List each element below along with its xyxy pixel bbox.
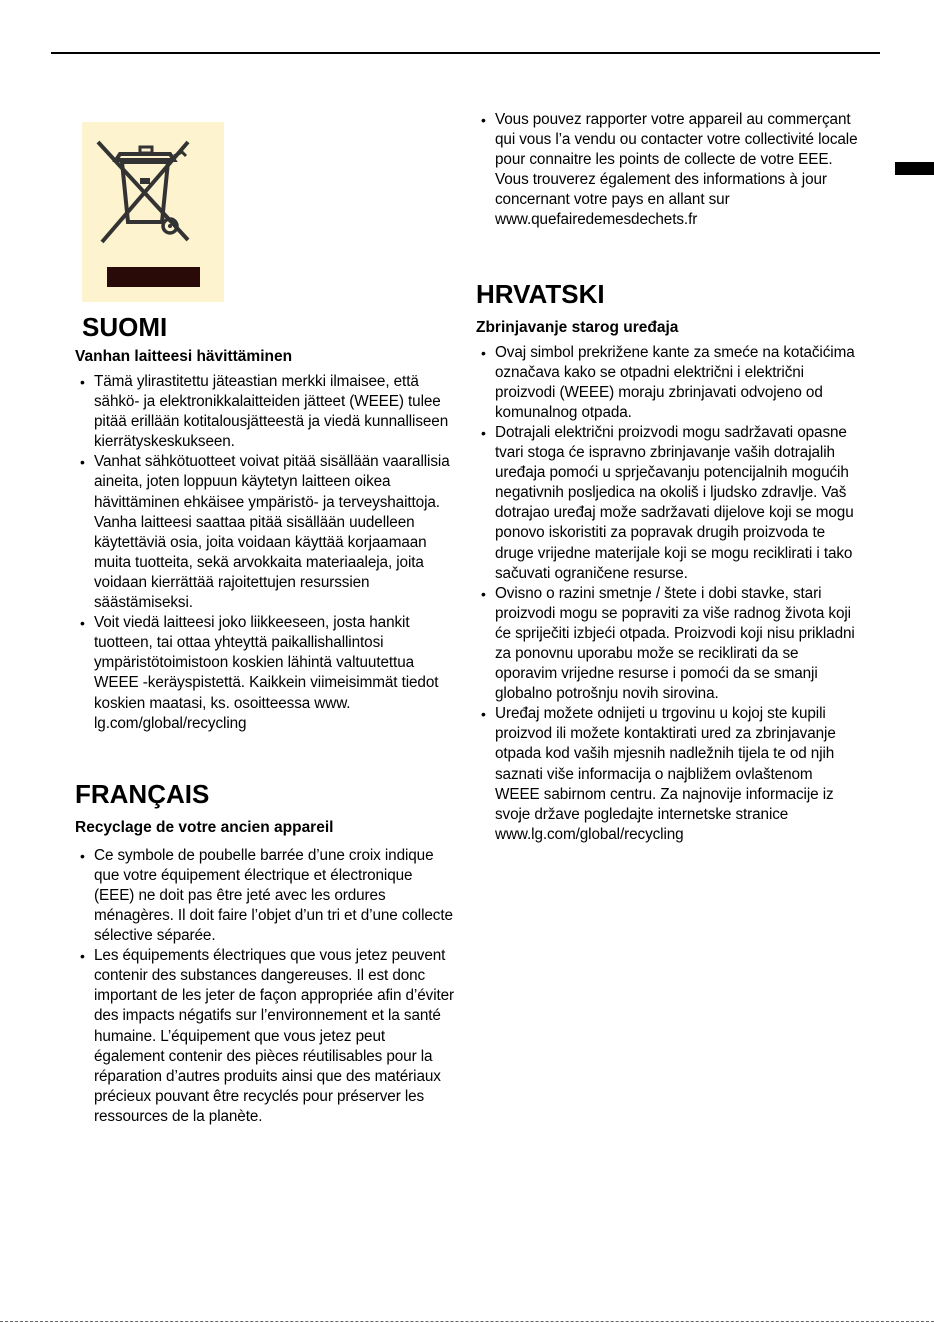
hrvatski-section bbox=[476, 279, 861, 845]
page-cut-line bbox=[0, 1321, 934, 1322]
list-item: • Vous pouvez rapporter votre appareil au commerçant qui vous l’a vendu ou contacter votre collectivité locale pour connaitre les points de collecte de votre EEE. Vous trouverez également des informations à jour concernant votre pays en allant sur www.quefairedemesdechets.fr bbox=[476, 110, 861, 231]
francais-section bbox=[75, 779, 455, 1127]
francais-continued-list bbox=[476, 110, 861, 231]
francais-subtitle: Recyclage de votre ancien appareil bbox=[75, 818, 334, 836]
list-item: • Tämä ylirastitettu jäteastian merkki ilmaisee, että sähkö- ja elektronikkalaitteiden jätteet (WEEE) tulee pitää erillään kotitalousjätteestä ja viedä kunnalliseen kierrätyskeskukseen. bbox=[75, 372, 455, 452]
crossed-out-wheelie-bin-icon bbox=[82, 122, 224, 302]
suomi-section bbox=[75, 312, 455, 734]
list-item: • Les équipements électriques que vous jetez peuvent contenir des substances dangereuses. Il est donc important de les jeter de façon appropriée afin d’éviter des impacts négatifs sur l’environnement et la santé humaine. L’équipement que vous jetez peut également contenir des pièces réutilisables pour la réparation d’autres produits ainsi que des matériaux précieux pouvant être recyclés pour préserver les ressources de la planète. bbox=[75, 946, 455, 1127]
left-column bbox=[75, 312, 455, 1127]
list-item: • Voit viedä laitteesi joko liikkeeseen, josta hankit tuotteen, tai ottaa yhteyttä paikallishallintosi ympäristötoimistoon koskien lähintä valtuutettua WEEE -keräyspistettä. Kaikkein viimeisimmät tiedot koskien maatasi, ks. osoitteessa www. lg.com/global/recycling bbox=[75, 613, 455, 734]
weee-symbol-panel bbox=[82, 122, 224, 302]
list-item: • Dotrajali električni proizvodi mogu sadržavati opasne tvari stoga će ispravno zbrinjavanje vaših dotrajalih uređaja pomoći u sprječavanju potencijalnih mogućih negativnih posljedica na okoliš i ljudsko zdravlje. Vaš dotrajao uređaj može sadržavati dijelove koji se mogu ponovo iskoristiti za popravak drugih proizvoda te druge vrijedne materijale koji se mogu reciklirati i tako sačuvati ograničene resurse. bbox=[476, 423, 861, 584]
suomi-subtitle: Vanhan laitteesi hävittäminen bbox=[75, 348, 293, 365]
language-section-tab bbox=[895, 162, 934, 175]
list-item: • Ovaj simbol prekrižene kante za smeće na kotačićima označava kako se otpadni električni i električni proizvodi (WEEE) moraju zbrinjavati odvojeno od komunalnog otpada. bbox=[476, 343, 861, 423]
list-item: • Ce symbole de poubelle barrée d’une croix indique que votre équipement électrique et électronique (EEE) ne doit pas être jeté avec les ordures ménagères. Il doit faire l’objet d’un tri et d’une collecte sélective séparée. bbox=[75, 846, 455, 946]
hrvatski-list bbox=[476, 343, 861, 845]
right-column bbox=[476, 110, 861, 845]
header-rule bbox=[51, 52, 880, 54]
hrvatski-subtitle: Zbrinjavanje starog uređaja bbox=[476, 318, 679, 336]
list-item: • Uređaj možete odnijeti u trgovinu u kojoj ste kupili proizvod ili možete kontaktirati ured za zbrinjavanje otpada kod vaših mjesnih nadležnih tijela te od njih saznati više informacija o najbližem ovlaštenom WEEE sabirnom centru. Za najnovije informacije iz svoje države pogledajte internetske stranice www.lg.com/global/recycling bbox=[476, 704, 861, 845]
hrvatski-title: HRVATSKI bbox=[476, 278, 605, 309]
suomi-title: SUOMI bbox=[82, 312, 168, 342]
list-item: • Ovisno o razini smetnje / štete i dobi stavke, stari proizvodi mogu se popraviti za više radnog života koji će spriječiti izbjeći otpada. Proizvodi koji nisu prikladni za ponovnu uporabu može se reciklirati da se oporavim vrijedne resurse i pomoći da se smanji globalno potrošnju novih sirovina. bbox=[476, 584, 861, 705]
francais-list bbox=[75, 846, 455, 1127]
francais-title: FRANÇAIS bbox=[75, 778, 210, 809]
list-item: • Vanhat sähkötuotteet voivat pitää sisällään vaarallisia aineita, joten loppuun käytetyn laitteen oikea hävittäminen ehkäisee ympäristö- ja terveyshaittoja. Vanha laitteesi saattaa pitää sisällään uudelleen käytettäviä osia, joita voidaan käyttää korjaamaan muita tuotteita, sekä arvokkaita materiaaleja, joita voidaan kierrättää rajoitettujen resurssien säästämiseksi. bbox=[75, 452, 455, 613]
suomi-list bbox=[75, 372, 455, 734]
